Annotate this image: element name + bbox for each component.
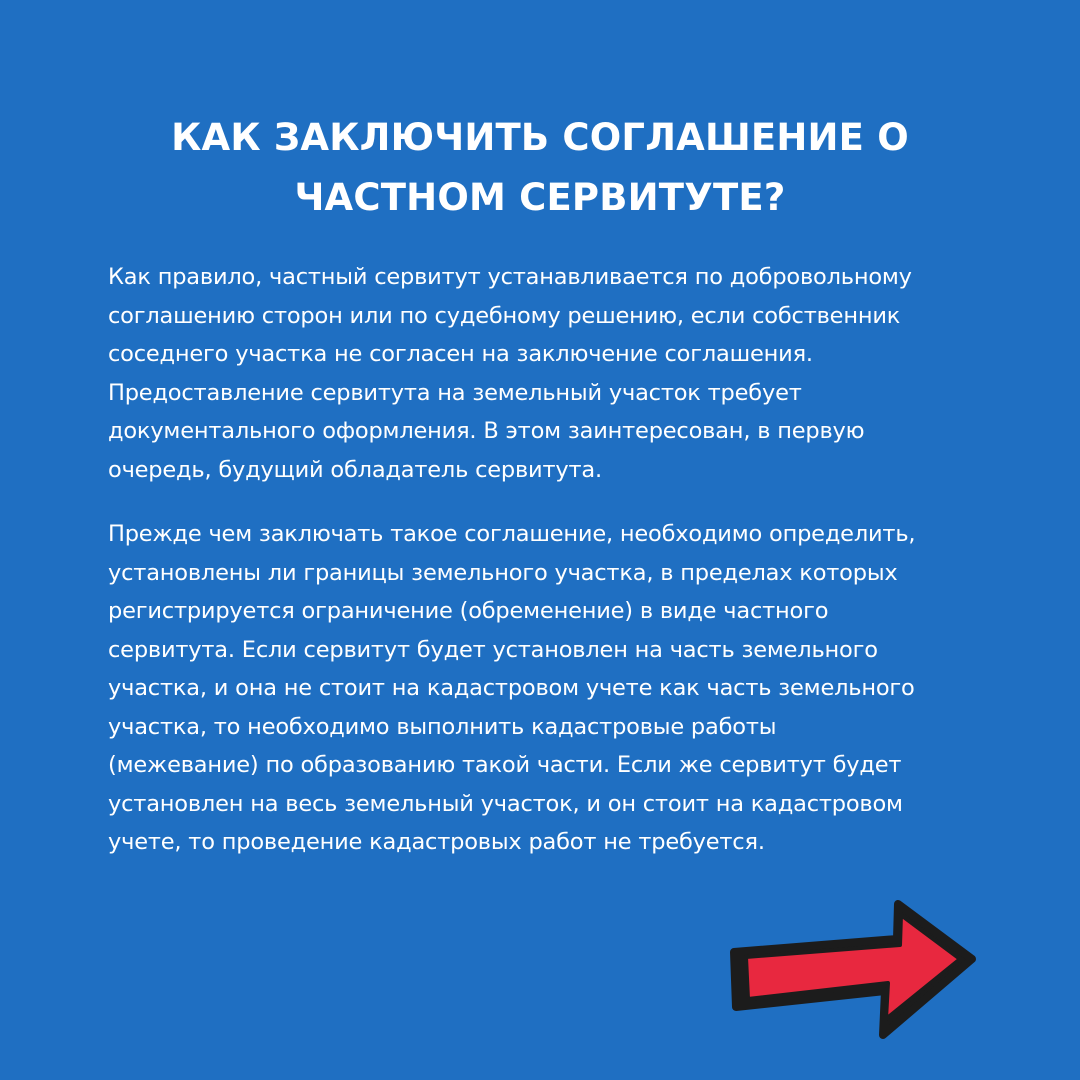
paragraph-line: участка, и она не стоит на кадастровом учете как часть земельного bbox=[108, 675, 915, 701]
paragraph-line: установлены ли границы земельного участка, в пределах которых bbox=[108, 559, 898, 586]
paragraph-line: Прежде чем заключать такое соглашение, необходимо определить, bbox=[108, 521, 916, 547]
title-line-1: КАК ЗАКЛЮЧИТЬ СОГЛАШЕНИЕ О bbox=[171, 116, 909, 159]
title-line-2: ЧАСТНОМ СЕРВИТУТЕ? bbox=[294, 176, 786, 219]
paragraph-line: участка, то необходимо выполнить кадастровые работы bbox=[108, 713, 777, 740]
paragraph-line: учете, то проведение кадастровых работ не требуется. bbox=[108, 829, 765, 855]
paragraph-line: документального оформления. В этом заинтересован, в первую bbox=[108, 418, 865, 444]
paragraph-line: сервитута. Если сервитут будет установлен на часть земельного bbox=[108, 636, 878, 663]
arrow-right-icon[interactable] bbox=[720, 895, 980, 1050]
paragraph-line: установлен на весь земельный участок, и он стоит на кадастровом bbox=[108, 790, 903, 817]
paragraph-line: соседнего участка не согласен на заключение соглашения. bbox=[108, 341, 813, 367]
paragraph-line: очередь, будущий обладатель сервитута. bbox=[108, 456, 602, 483]
paragraph-line: соглашению сторон или по судебному решению, если собственник bbox=[108, 302, 901, 329]
paragraph-line: Как правило, частный сервитут устанавливается по добровольному bbox=[108, 264, 912, 290]
page-title bbox=[60, 108, 1020, 228]
paragraph-line: (межевание) по образованию такой части. Если же сервитут будет bbox=[108, 752, 902, 778]
paragraph-line: регистрируется ограничение (обременение) в виде частного bbox=[108, 598, 829, 624]
paragraph-details bbox=[108, 515, 1018, 862]
paragraph-intro bbox=[108, 258, 1018, 489]
paragraph-line: Предоставление сервитута на земельный участок требует bbox=[108, 379, 802, 406]
